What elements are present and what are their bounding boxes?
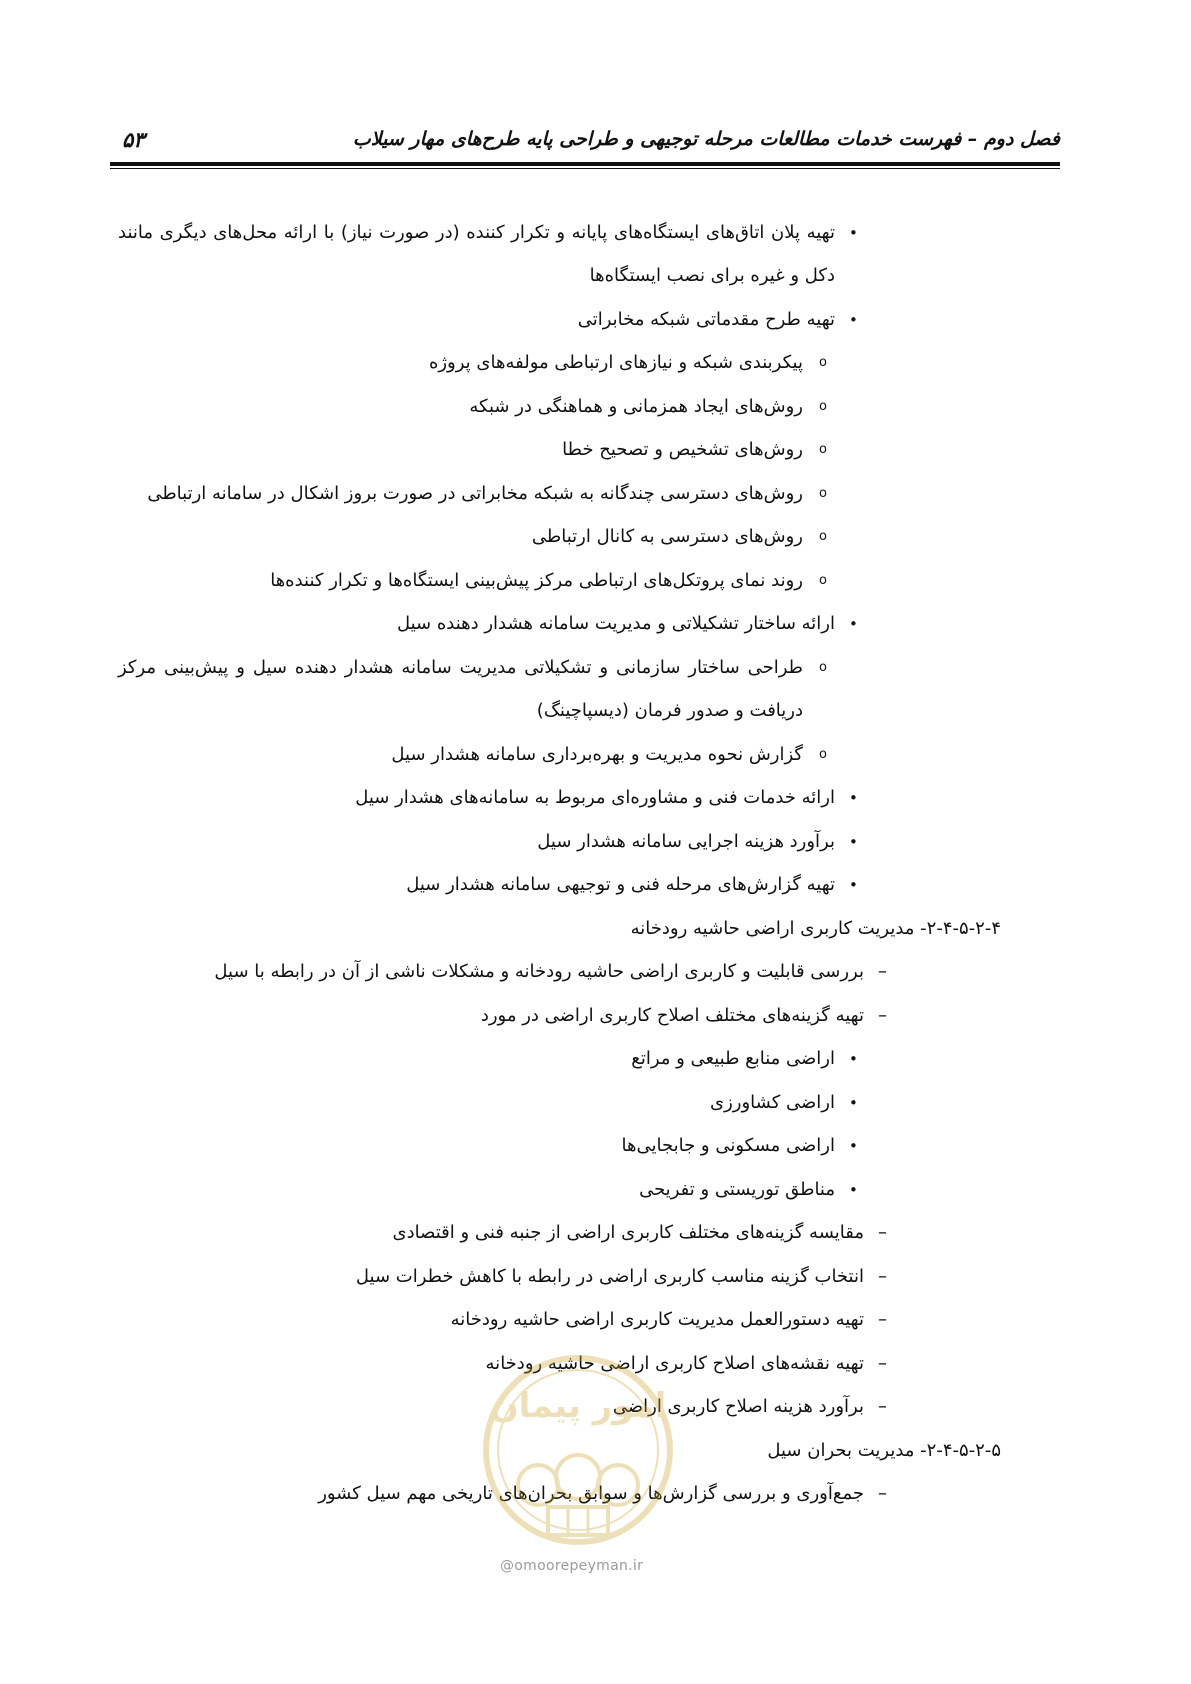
section-heading: ۲-۴-۵-۲-۵- مدیریت بحران سیل — [767, 1440, 1001, 1461]
gear-icon — [556, 1455, 600, 1499]
list-item: تهیه پلان اتاق‌های ایستگاه‌های پایانه و تکرار کننده (در صورت نیاز) با ارائه محل‌های دیگری مانند — [118, 222, 835, 243]
dash-item: جمع‌آوری و بررسی گزارش‌ها و سوابق بحران‌های تاریخی مهم سیل کشور — [318, 1483, 864, 1504]
sub-list-item: روش‌های دسترسی چندگانه به شبکه مخابراتی در صورت بروز اشکال در سامانه ارتباطی — [147, 483, 803, 504]
watermark-site: @omoorepeyman.ir — [500, 1558, 644, 1574]
list-item: مناطق توریستی و تفریحی — [639, 1179, 835, 1200]
header-rule-thin — [110, 168, 1060, 169]
sub-list-item: روش‌های تشخیص و تصحیح خطا — [562, 439, 803, 460]
circle-marker: o — [819, 747, 827, 762]
page-header — [110, 128, 1060, 162]
dash-marker: – — [878, 961, 887, 982]
list-item: ارائه ساختار تشکیلاتی و مدیریت سامانه هشدار دهنده سیل — [396, 613, 835, 634]
page-number: ۵۳ — [122, 128, 145, 152]
dash-item: تهیه نقشه‌های اصلاح کاربری اراضی حاشیه رودخانه — [485, 1353, 864, 1374]
gear-icon — [598, 1465, 638, 1505]
circle-marker: o — [819, 486, 827, 501]
dash-marker: – — [878, 1353, 887, 1374]
bullet-marker: • — [849, 789, 858, 807]
list-item: تهیه طرح مقدماتی شبکه مخابراتی — [577, 309, 835, 330]
sub-list-item: طراحی ساختار سازمانی و تشکیلاتی مدیریت سامانه هشدار دهنده سیل و پیش‌بینی مرکز — [118, 657, 803, 678]
bullet-marker: • — [849, 1137, 858, 1155]
circle-marker: o — [819, 442, 827, 457]
bullet-marker: • — [849, 1050, 858, 1068]
list-item: اراضی منابع طبیعی و مراتع — [631, 1048, 835, 1069]
circle-marker: o — [819, 355, 827, 370]
section-heading: ۲-۴-۵-۲-۴- مدیریت کاربری اراضی حاشیه رودخانه — [630, 918, 1001, 939]
circle-marker: o — [819, 529, 827, 544]
sub-list-item: روش‌های دسترسی به کانال ارتباطی — [531, 526, 803, 547]
list-item: تهیه گزارش‌های مرحله فنی و توجیهی سامانه هشدار سیل — [406, 874, 835, 895]
sub-list-item: روش‌های ایجاد همزمانی و هماهنگی در شبکه — [469, 396, 803, 417]
dash-marker: – — [878, 1005, 887, 1026]
dash-marker: – — [878, 1309, 887, 1330]
list-item-continuation: دکل و غیره برای نصب ایستگاه‌ها — [589, 265, 835, 286]
list-item: ارائه خدمات فنی و مشاوره‌ای مربوط به سامانه‌های هشدار سیل — [355, 787, 835, 808]
sub-list-item: گزارش نحوه مدیریت و بهره‌برداری سامانه هشدار سیل — [391, 744, 803, 765]
list-item: برآورد هزینه اجرایی سامانه هشدار سیل — [537, 831, 835, 852]
bullet-marker: • — [849, 876, 858, 894]
dash-item: تهیه دستورالعمل مدیریت کاربری اراضی حاشیه رودخانه — [450, 1309, 864, 1330]
dash-item: مقایسه گزینه‌های مختلف کاربری اراضی از جنبه فنی و اقتصادی — [392, 1222, 864, 1243]
bullet-marker: • — [849, 615, 858, 633]
sub-list-item: پیکربندی شبکه و نیازهای ارتباطی مولفه‌های پروژه — [428, 352, 803, 373]
chapter-title: فصل دوم – فهرست خدمات مطالعات مرحله توجیهی و طراحی پایه طرح‌های مهار سیلاب — [352, 128, 1060, 150]
list-item: اراضی مسکونی و جابجایی‌ها — [621, 1135, 835, 1156]
watermark-logo — [478, 1345, 678, 1555]
dash-item: برآورد هزینه اصلاح کاربری اراضی — [612, 1396, 864, 1417]
header-rule-thick — [110, 162, 1060, 166]
dash-item: تهیه گزینه‌های مختلف اصلاح کاربری اراضی در مورد — [480, 1005, 864, 1026]
watermark-logo-text: امور پیمان — [489, 1386, 667, 1426]
dash-item: انتخاب گزینه مناسب کاربری اراضی در رابطه با کاهش خطرات سیل — [355, 1266, 864, 1287]
bullet-marker: • — [849, 833, 858, 851]
dash-marker: – — [878, 1222, 887, 1243]
circle-marker: o — [819, 660, 827, 675]
sub-list-item: روند نمای پروتکل‌های ارتباطی مرکز پیش‌بینی ایستگاه‌ها و تکرار کننده‌ها — [270, 570, 803, 591]
dash-marker: – — [878, 1266, 887, 1287]
circle-marker: o — [819, 573, 827, 588]
bullet-marker: • — [849, 224, 858, 242]
bullet-marker: • — [849, 311, 858, 329]
dash-marker: – — [878, 1396, 887, 1417]
list-item: اراضی کشاورزی — [710, 1092, 835, 1113]
circle-marker: o — [819, 399, 827, 414]
bullet-marker: • — [849, 1181, 858, 1199]
bullet-marker: • — [849, 1094, 858, 1112]
sub-list-item-continuation: دریافت و صدور فرمان (دیسپاچینگ) — [536, 700, 803, 721]
dash-marker: – — [878, 1483, 887, 1504]
gear-icon — [518, 1465, 558, 1505]
dash-item: بررسی قابلیت و کاربری اراضی حاشیه رودخانه و مشکلات ناشی از آن در رابطه با سیل — [214, 961, 864, 982]
